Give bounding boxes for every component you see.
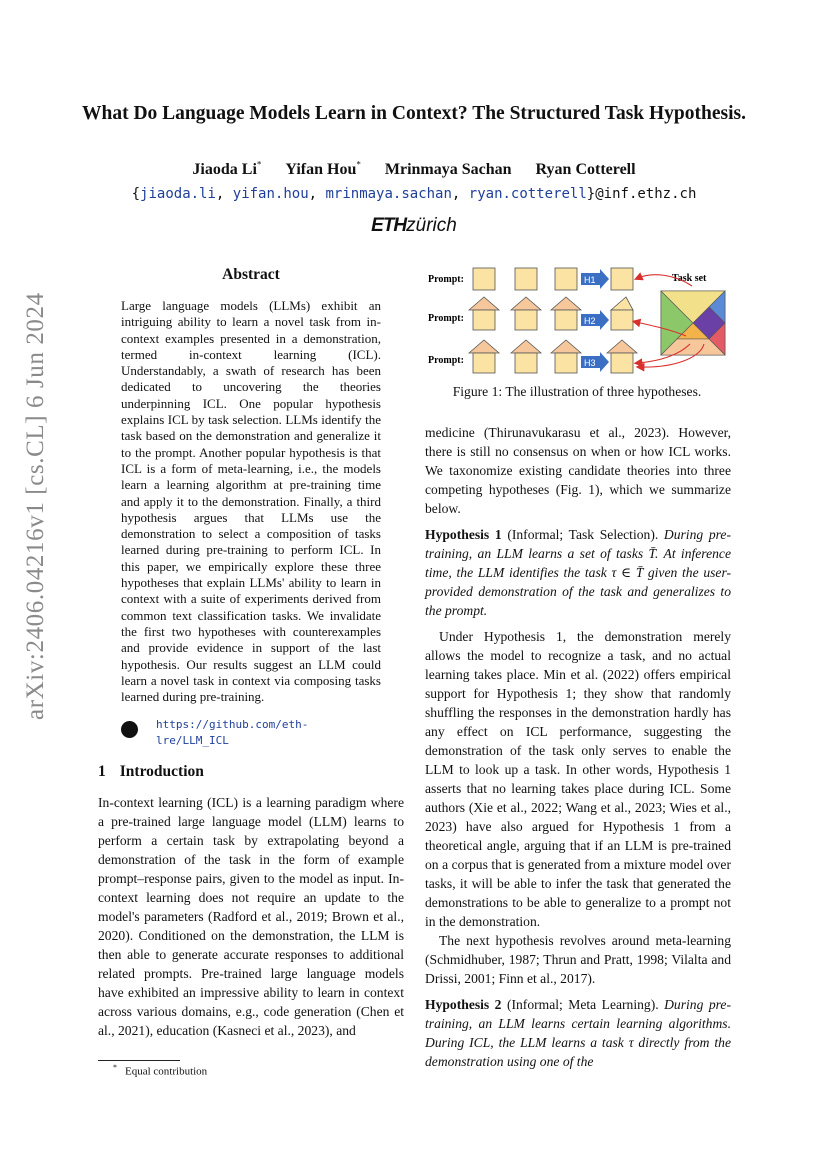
svg-text:H1: H1 [584, 275, 596, 285]
github-icon [121, 721, 138, 738]
email-link-3[interactable]: mrinmaya.sachan [325, 186, 452, 202]
figure-1 [424, 264, 730, 379]
author-4: Ryan Cotterell [535, 161, 636, 179]
author-emails: {jiaoda.li, yifan.hou, mrinmaya.sachan, ryan.cotterell}@inf.ethz.ch [131, 186, 697, 202]
house-icon [511, 297, 541, 330]
footnote-rule [98, 1060, 180, 1061]
house-icon [607, 340, 637, 373]
svg-text:H2: H2 [584, 316, 596, 326]
square-icon [473, 268, 495, 290]
house-icon [469, 297, 499, 330]
arrow-h1 [581, 269, 609, 289]
figure-caption: Figure 1: The illustration of three hypotheses. [452, 384, 702, 399]
footnote: * Equal contribution [113, 1063, 208, 1078]
row-label-3: Prompt: [428, 355, 464, 366]
introduction-paragraph: In-context learning (ICL) is a learning paradigm where a pre-trained large language model (LLM) learns to perform a certain task by extrapolating beyond a demonstration of the task in the form of example prompt–response pairs, given to the model as input. In-context learning does not require an update to the model's parameters (Radford et al., 2019; Brown et al., 2020). Conditioned on the demonstration, the LLM is then able to generate accurate responses to additional related prompts. Pre-trained large language models have exhibited an impressive ability to learn in context across various domains, e.g., code generation (Chen et al., 2021), education (Kasneci et al., 2023), and [98, 795, 404, 1038]
house-icon [551, 297, 581, 330]
hypothesis-1: Hypothesis 1 (Informal; Task Selection). During pre-training, an LLM learns a set of tasks T̄. At inference time, the LLM identifies the task τ ∈ T̄ given the user-provided demonstration of the task and generalizes to the prompt. [425, 527, 731, 618]
row-label-1: Prompt: [428, 274, 464, 285]
house-icon [511, 340, 541, 373]
author-1: Jiaoda Li* [192, 160, 262, 179]
email-link-4[interactable]: ryan.cotterell [468, 186, 587, 202]
task-set-label: Task set [672, 273, 707, 284]
paragraph-hypothesis-1: Under Hypothesis 1, the demonstration merely allows the model to recognize a task, and no actual learning takes place. Min et al. (2022) offers empirical support for Hypothesis 1; they show that randomly shuffling the responses in the demonstration hardly has any effect on ICL performance, suggesting the demonstration of the task only serves to enable the LLM to look up a task. In other words, Hypothesis 1 asserts that no learning takes place during ICL. Some authors (Xie et al., 2022; Wang et al., 2023; Wies et al., 2023) have also argued for Hypothesis 1 from a theoretical angle, arguing that if an LLM is pre-trained on a corpus that is generated from a mixture model over tasks, it will be able to infer the task that generated the demonstrations to be able to generalize to a prompt not in the demonstration. [425, 629, 731, 929]
arrow-h3 [581, 352, 609, 372]
paper-title: What Do Language Models Learn in Context? The Structured Task Hypothesis. [82, 103, 746, 124]
author-2: Yifan Hou* [285, 160, 361, 179]
house-icon [469, 340, 499, 373]
task-set-tangram [661, 291, 725, 355]
github-link[interactable]: https://github.com/eth-lre/LLM_ICL [156, 718, 309, 747]
hypothesis-2: Hypothesis 2 (Informal; Meta Learning). During pre-training, an LLM learns certain learning algorithms. During ICL, the LLM learns a task τ directly from the demonstration using one of the [425, 997, 731, 1069]
email-link-1[interactable]: jiaoda.li [140, 186, 216, 202]
house-icon [551, 340, 581, 373]
arrow-h2 [581, 310, 609, 330]
author-list [60, 160, 768, 179]
abstract-text: Large language models (LLMs) exhibit an intriguing ability to learn a novel task from in-context examples presented in a demonstration, termed in-context learning (ICL). Understandably, a swath of research has been dedicated to uncovering the theories underpinning ICL. One popular hypothesis explains ICL by task selection. LLMs identify the task based on the demonstration and generalize it to the prompt. Another popular hypothesis is that ICL is a form of meta-learning, i.e., the models learn a learning algorithm at pre-training time and apply it to the demonstration. Finally, a third hypothesis argues that LLMs use the demonstration to select a composition of tasks learned during pre-training to perform ICL. In this paper, we empirically explore these three hypotheses that explain LLMs' ability to learn in context with a suite of experiments derived from common text classification tasks. We invalidate the first two hypotheses with counterexamples and provide evidence in support of the last hypothesis. Our results suggest an LLM could learn a novel task in context via composing tasks learned during pre-training. [121, 298, 381, 705]
institution-logo: ETHzürich [371, 215, 457, 236]
row-label-2: Prompt: [428, 313, 464, 324]
paragraph-medicine: medicine (Thirunavukarasu et al., 2023). However, there is still no consensus on when or how ICL works. We taxonomize existing candidate theories into three competing hypotheses (Fig. 1), which we summarize below. [425, 425, 731, 516]
paragraph-meta-learning: The next hypothesis revolves around meta-learning (Schmidhuber, 1987; Thrun and Pratt, 1998; Vilalta and Drissi, 2001; Finn et al., 2017). [425, 933, 731, 986]
author-3: Mrinmaya Sachan [384, 161, 512, 179]
section-heading-introduction: 1 Introduction [98, 763, 204, 780]
square-icon [555, 268, 577, 290]
square-icon [611, 268, 633, 290]
square-icon [515, 268, 537, 290]
right-column [425, 423, 731, 1071]
abstract-heading: Abstract [222, 266, 280, 283]
house-icon [611, 297, 633, 330]
email-link-2[interactable]: yifan.hou [232, 186, 309, 202]
svg-text:H3: H3 [584, 358, 596, 368]
